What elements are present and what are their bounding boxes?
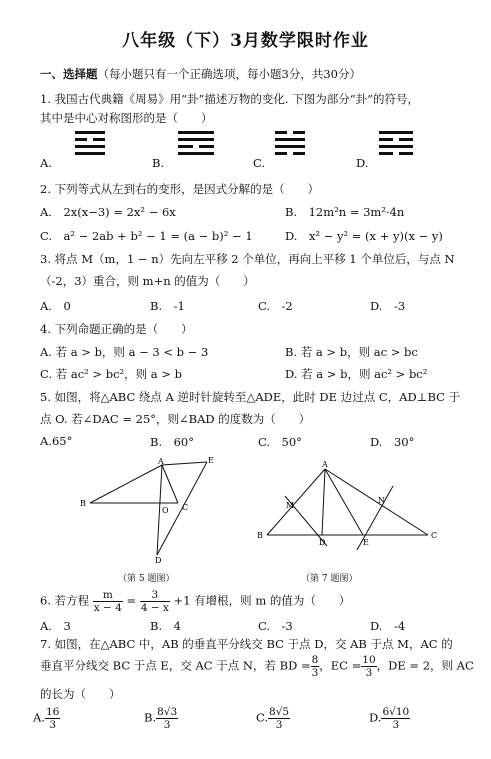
fig5-line-ae xyxy=(162,462,207,465)
q7-stem-line1: 7. 如图，在△ABC 中，AB 的垂直平分线交 BC 于点 D，交 AB 于点 M，AC 的 xyxy=(40,637,453,651)
q7-c-numerator: 8√5 xyxy=(269,706,290,718)
fig5-label-o: O xyxy=(162,506,169,515)
q7-option-d-label: D. xyxy=(369,710,382,725)
fig7-line-ae xyxy=(325,469,363,535)
q2-option-c: C. a² − 2ab + b² − 1 = (a − b)² − 1 xyxy=(40,229,253,243)
q6-option-d: D. -4 xyxy=(370,619,406,633)
q2-option-d: D. x² − y² = (x + y)(x − y) xyxy=(285,229,443,243)
page-title: 八年级（下）3月数学限时作业 xyxy=(122,31,369,51)
fig5-line-ac xyxy=(162,465,178,503)
q7-option-a-fraction xyxy=(45,706,60,731)
q5-option-c: C. 50° xyxy=(258,435,302,449)
q7-bd-denominator: 3 xyxy=(311,667,319,679)
q7-option-a-label: A. xyxy=(33,710,45,725)
q7-ec-numerator: 10 xyxy=(362,654,376,666)
section-title: 一、选择题 xyxy=(40,67,98,81)
q6-stem xyxy=(40,589,350,614)
q7-option-a xyxy=(33,706,60,731)
fig7-line-ab xyxy=(267,469,325,535)
q5-stem-line2: 点 O. 若∠DAC = 25°，则∠BAD 的度数为（ ） xyxy=(40,412,311,426)
q6-prefix: 6. 若方程 xyxy=(40,593,90,608)
q7-option-c-label: C. xyxy=(256,710,269,725)
q7-option-d-fraction xyxy=(381,706,410,731)
q7-bd-fraction xyxy=(311,654,320,679)
q3-option-b: B. -1 xyxy=(150,299,185,313)
q3-option-c: C. -2 xyxy=(258,299,293,313)
q6-option-c: C. -3 xyxy=(258,619,293,633)
q7-option-c xyxy=(256,706,290,731)
q1-option-a-label: A. xyxy=(40,156,52,170)
q6-option-a: A. 3 xyxy=(40,619,71,633)
q2-option-b: B. 12m²n = 3m²·4n xyxy=(285,205,405,219)
q4-option-a: A. 若 a > b，则 a − 3 < b − 3 xyxy=(40,345,209,359)
fig7-label-n: N xyxy=(378,496,385,505)
q7-b-numerator: 8√3 xyxy=(157,706,178,718)
section-heading xyxy=(40,66,361,82)
fig5-line-ba xyxy=(90,465,162,503)
section-note: （每小题只有一个正确选项，每小题3分，共30分） xyxy=(97,67,361,81)
gua-symbol-a xyxy=(75,131,105,159)
fig7-label-d: D xyxy=(319,538,326,547)
figure-7-caption: （第 7 题图） xyxy=(301,574,358,584)
q6-f1-numerator: m xyxy=(93,589,123,602)
q7-a-denominator: 3 xyxy=(49,719,56,731)
q7-option-d xyxy=(369,706,410,731)
q7-bd-numerator: 8 xyxy=(311,654,319,666)
q6-f1-denominator: x − 4 xyxy=(93,602,122,614)
q6-suffix: +1 有增根，则 m 的值为（ ） xyxy=(169,593,351,608)
q7-c-denominator: 3 xyxy=(275,719,283,731)
q7-a-numerator: 16 xyxy=(45,706,60,718)
q7-d-denominator: 3 xyxy=(392,719,400,731)
q1-option-c-label: C. xyxy=(253,156,266,170)
fig5-label-e: E xyxy=(208,456,214,465)
fig5-label-a: A xyxy=(158,457,164,466)
fig7-label-e: E xyxy=(363,538,369,547)
q3-option-a: A. 0 xyxy=(40,299,71,313)
q6-f2-numerator: 3 xyxy=(140,589,170,602)
q4-option-c: C. 若 ac² > bc²，则 a > b xyxy=(40,367,182,381)
q5-option-d: D. 30° xyxy=(370,435,415,449)
q2-stem: 2. 下列等式从左到右的变形，是因式分解的是（ ） xyxy=(40,182,320,196)
fig5-label-b: B xyxy=(80,499,86,508)
figure-5-caption: （第 5 题图） xyxy=(118,574,175,584)
fig5-label-c: C xyxy=(182,503,189,512)
q6-eq: = xyxy=(122,593,140,608)
q7-option-b-fraction xyxy=(156,706,178,731)
q6-fraction-1 xyxy=(93,589,123,614)
fig5-label-d: D xyxy=(155,556,162,565)
fig7-label-m: M xyxy=(286,501,295,510)
q7-option-b-label: B. xyxy=(144,710,157,725)
q6-fraction-2 xyxy=(140,589,170,614)
q5-option-a: A.65° xyxy=(40,434,73,448)
q7-line2-start: 垂直平分线交 BC 于点 E，交 AC 于点 N，若 BD = xyxy=(40,658,311,673)
gua-symbol-c xyxy=(275,131,305,159)
q7-ec-denominator: 3 xyxy=(365,667,373,679)
q1-option-d-label: D. xyxy=(356,156,369,170)
q1-stem-line1: 1. 我国古代典籍《周易》用“卦”描述万物的变化. 下图为部分“卦”的符号， xyxy=(40,92,419,106)
q6-f2-denominator: 4 − x xyxy=(140,602,169,614)
q4-option-b: B. 若 a > b，则 ac > bc xyxy=(285,345,418,359)
q7-ec-prefix: ，EC = xyxy=(319,658,362,673)
q3-stem-line2: （-2，3）重合，则 m+n 的值为（ ） xyxy=(40,274,255,288)
q7-stem-line2 xyxy=(40,654,474,679)
q6-option-b: B. 4 xyxy=(150,619,181,633)
q2-option-a: A. 2x(x−3) = 2x² − 6x xyxy=(40,205,176,219)
q7-option-c-fraction xyxy=(268,706,290,731)
fig7-label-a: A xyxy=(322,460,328,469)
figure-7 xyxy=(255,458,445,556)
q3-option-d: D. -3 xyxy=(370,299,406,313)
q4-stem: 4. 下列命题正确的是（ ） xyxy=(40,322,193,336)
q7-d-numerator: 6√10 xyxy=(382,706,410,718)
q3-stem-line1: 3. 将点 M（m，1 − n）先向左平移 2 个单位，再向上平移 1 个单位后，与点 N xyxy=(40,252,455,266)
figure-5 xyxy=(75,455,235,565)
q7-option-b xyxy=(144,706,178,731)
q7-b-denominator: 3 xyxy=(163,719,171,731)
q7-ec-fraction xyxy=(361,654,376,679)
fig7-label-c: C xyxy=(431,531,438,540)
q7-stem-line3: 的长为（ ） xyxy=(40,687,121,701)
fig7-line-ac xyxy=(325,469,428,535)
q1-option-b-label: B. xyxy=(152,156,165,170)
q7-line2-end: ，DE = 2，则 AC xyxy=(376,658,474,673)
fig7-line-ad xyxy=(322,469,325,535)
gua-symbol-b xyxy=(178,131,214,159)
q5-option-b: B. 60° xyxy=(150,435,194,449)
q1-stem-line2: 其中是中心对称图形的是（ ） xyxy=(40,111,213,125)
q4-option-d: D. 若 a > b，则 ac² > bc² xyxy=(285,367,428,381)
fig7-label-b: B xyxy=(257,531,263,540)
q5-stem-line1: 5. 如图，将△ABC 绕点 A 逆时针旋转至△ADE，此时 DE 边过点 C，AD⊥BC 于 xyxy=(40,390,461,404)
gua-symbol-d xyxy=(379,131,413,159)
